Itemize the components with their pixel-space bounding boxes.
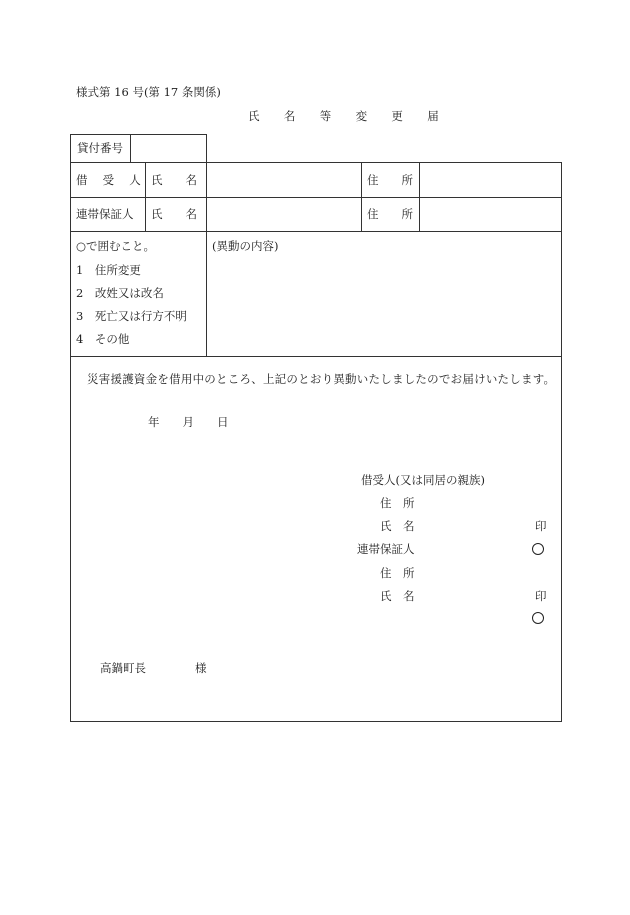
guarantor-address-field[interactable] [420, 198, 561, 230]
change-option-2[interactable]: 2 改姓又は改名 [76, 286, 164, 300]
guarantor-name-label: 氏 名 [151, 207, 197, 221]
change-instruction: ○で囲むこと。 [76, 239, 156, 253]
loan-number-label: 貸付番号 [77, 141, 123, 155]
change-content-label: (異動の内容) [212, 239, 279, 253]
guarantor-name-field[interactable] [207, 198, 360, 230]
col-divider-address-label [361, 162, 362, 231]
guarantor-signature-name: 氏 名 [380, 589, 415, 603]
borrower-address-field[interactable] [420, 163, 561, 196]
loan-number-field[interactable] [131, 135, 206, 162]
guarantor-seal-circle-icon [532, 612, 544, 624]
borrower-address-label: 住 所 [367, 173, 413, 187]
change-content-field[interactable] [212, 256, 560, 354]
borrower-signature-address: 住 所 [380, 496, 415, 510]
guarantor-address-label: 住 所 [367, 207, 413, 221]
guarantor-signature-heading: 連帯保証人 [357, 542, 415, 556]
borrower-signature-name: 氏 名 [380, 519, 415, 533]
change-option-1[interactable]: 1 住所変更 [76, 263, 141, 277]
borrower-signature-heading: 借受人(又は同居の親族) [361, 473, 485, 487]
borrower-seal-circle-icon [532, 543, 544, 555]
change-option-4[interactable]: 4 その他 [76, 332, 130, 346]
row-divider-3 [70, 356, 562, 357]
borrower-seal-label: 印 [535, 519, 547, 533]
form-number: 様式第 16 号(第 17 条関係) [76, 85, 221, 99]
guarantor-label: 連帯保証人 [76, 207, 134, 221]
row-divider-2 [70, 231, 562, 232]
addressee-honorific: 様 [195, 661, 207, 675]
borrower-name-field[interactable] [207, 163, 360, 196]
statement-text: 災害援護資金を借用中のところ、上記のとおり異動いたしましたのでお届けいたします。 [87, 372, 556, 386]
borrower-label: 借 受 人 [76, 173, 147, 187]
addressee-office: 高鍋町長 [100, 661, 146, 675]
change-option-3[interactable]: 3 死亡又は行方不明 [76, 309, 187, 323]
form-title: 氏 名 等 変 更 届 [248, 109, 450, 123]
date-line[interactable]: 年 月 日 [148, 415, 229, 429]
guarantor-signature-address: 住 所 [380, 566, 415, 580]
borrower-name-label: 氏 名 [151, 173, 197, 187]
guarantor-seal-label: 印 [535, 589, 547, 603]
